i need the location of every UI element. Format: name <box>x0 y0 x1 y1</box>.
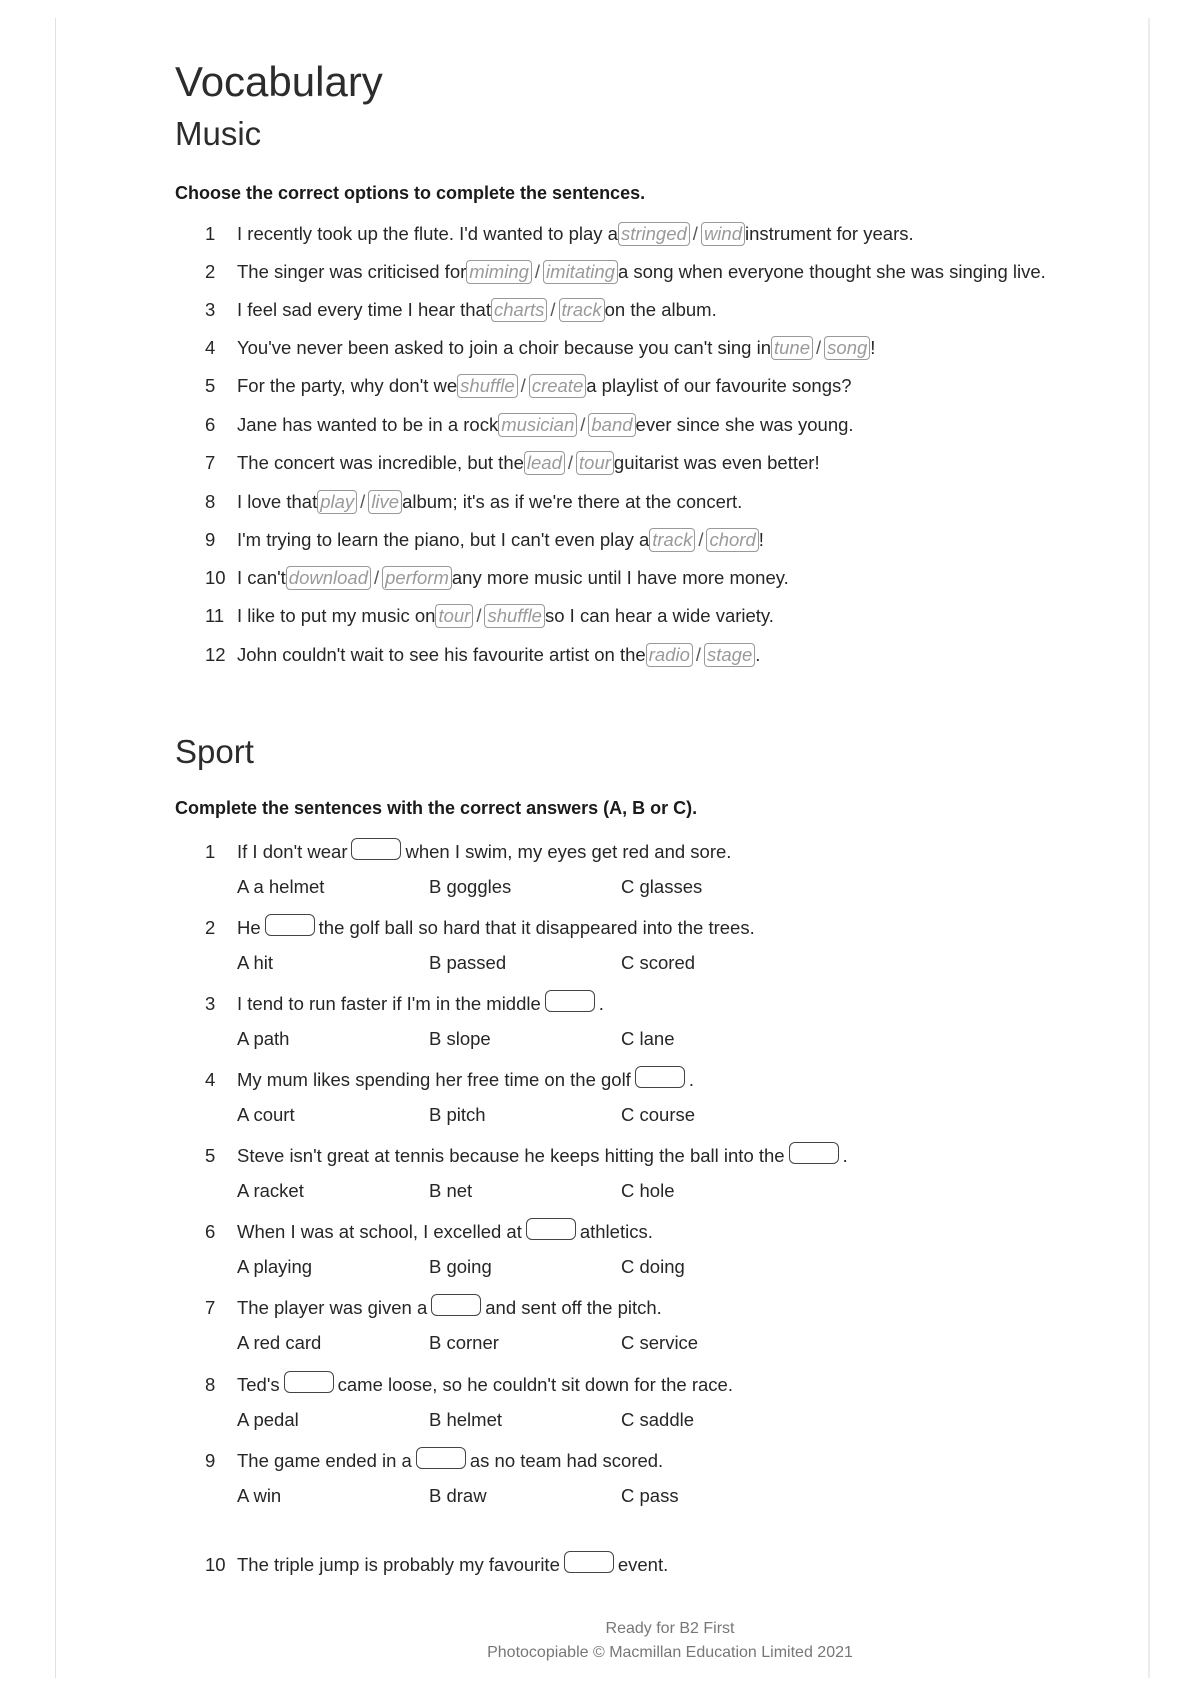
answer-blank[interactable] <box>564 1551 614 1573</box>
footer-book-title: Ready for B2 First <box>605 1620 735 1637</box>
sentence-text: The game ended in a <box>237 1450 412 1471</box>
item-number: 12 <box>205 644 226 665</box>
option-a: A playing <box>237 1256 313 1277</box>
sport-instruction: Complete the sentences with the correct answers (A, B or C). <box>175 798 698 818</box>
option-separator: / <box>360 491 366 512</box>
sport-sentence <box>205 1551 668 1576</box>
sentence-text: My mum likes spending her free time on the golf <box>237 1069 631 1090</box>
sentence-text: and sent off the pitch. <box>485 1297 662 1318</box>
music-sentence <box>205 413 854 437</box>
option-choice[interactable]: shuffle <box>457 374 518 398</box>
option-c: C glasses <box>621 876 703 897</box>
option-choice[interactable]: live <box>368 490 402 514</box>
music-sentence <box>205 566 789 590</box>
music-sentence <box>205 451 820 475</box>
sport-sentence <box>205 990 604 1015</box>
answer-blank[interactable] <box>545 990 595 1012</box>
sentence-text: When I was at school, I excelled at <box>237 1221 522 1242</box>
option-b: B corner <box>429 1332 499 1353</box>
sentence-text: The concert was incredible, but the <box>237 452 524 473</box>
sentence-text: a song when everyone thought she was singing live. <box>617 261 1046 282</box>
option-choice[interactable]: tour <box>435 604 473 628</box>
option-c: C hole <box>621 1180 675 1201</box>
answer-blank[interactable] <box>431 1294 481 1316</box>
option-c: C scored <box>621 952 696 973</box>
item-number: 5 <box>205 375 216 396</box>
music-sentence <box>205 222 914 246</box>
sport-sentence <box>205 838 731 863</box>
item-number: 11 <box>205 605 225 626</box>
answer-blank[interactable] <box>265 914 315 936</box>
answer-blank[interactable] <box>635 1066 685 1088</box>
sport-sentence <box>205 1371 733 1396</box>
sentence-text: I recently took up the flute. I'd wanted to play a <box>237 223 618 244</box>
option-a: A path <box>237 1028 290 1049</box>
option-b: B passed <box>429 952 507 973</box>
option-separator: / <box>695 644 701 665</box>
item-number: 6 <box>205 414 216 435</box>
option-separator: / <box>550 299 556 320</box>
option-separator: / <box>816 337 822 358</box>
answer-blank[interactable] <box>526 1218 576 1240</box>
option-separator: / <box>580 414 586 435</box>
music-sentence <box>205 374 852 398</box>
option-choice[interactable]: create <box>529 374 586 398</box>
sentence-text: I like to put my music on <box>237 605 436 626</box>
option-b: B goggles <box>429 876 512 897</box>
option-choice[interactable]: track <box>559 298 605 322</box>
item-number: 1 <box>205 841 216 862</box>
option-choice[interactable]: imitating <box>543 260 618 284</box>
item-number: 2 <box>205 917 216 938</box>
sentence-text: . <box>842 1145 848 1166</box>
option-choice[interactable]: miming <box>466 260 532 284</box>
option-choice[interactable]: charts <box>491 298 547 322</box>
sentence-text: event. <box>617 1554 669 1575</box>
music-sentence <box>205 528 764 552</box>
sentence-text: If I don't wear <box>237 841 348 862</box>
music-sentence <box>205 260 1046 284</box>
sentence-text: He <box>237 917 261 938</box>
item-number: 2 <box>205 261 216 282</box>
item-number: 8 <box>205 1374 216 1395</box>
sentence-text: You've never been asked to join a choir because you can't sing in <box>237 337 771 358</box>
option-b: B net <box>429 1180 473 1201</box>
answer-blank[interactable] <box>284 1371 334 1393</box>
option-b: B going <box>429 1256 492 1277</box>
sentence-text: . <box>688 1069 694 1090</box>
option-choice[interactable]: musician <box>498 413 577 437</box>
page-edge-left <box>55 18 56 1678</box>
music-sentence <box>205 298 717 322</box>
sport-sentence <box>205 1447 663 1472</box>
sentence-text: guitarist was even better! <box>613 452 820 473</box>
music-sentence <box>205 604 774 628</box>
option-a: A win <box>237 1485 282 1506</box>
option-separator: / <box>534 261 541 282</box>
item-number: 10 <box>205 567 226 588</box>
music-instruction: Choose the correct options to complete the sentences. <box>175 183 646 203</box>
sport-sentence <box>205 1218 653 1243</box>
option-b: B pitch <box>429 1104 486 1125</box>
item-number: 9 <box>205 529 216 550</box>
option-separator: / <box>476 605 482 626</box>
sport-sentence <box>205 1066 694 1091</box>
answer-blank[interactable] <box>416 1447 466 1469</box>
sentence-text: John couldn't wait to see his favourite artist on the <box>237 644 646 665</box>
sentence-text: a playlist of our favourite songs? <box>586 375 852 396</box>
sentence-text: . <box>755 644 761 665</box>
sentence-text: . <box>598 993 604 1014</box>
sentence-text: I'm trying to learn the piano, but I can't even play a <box>237 529 650 550</box>
sentence-text: on the album. <box>604 299 717 320</box>
option-a: A a helmet <box>237 876 325 897</box>
sentence-text: ! <box>758 529 764 550</box>
sentence-text: when I swim, my eyes get red and sore. <box>405 841 732 862</box>
sentence-text: album; it's as if we're there at the concert. <box>402 491 743 512</box>
option-choice[interactable]: tour <box>576 451 614 475</box>
sport-sentence <box>205 914 755 939</box>
option-c: C saddle <box>621 1409 695 1430</box>
option-choice[interactable]: stage <box>704 643 755 667</box>
option-b: B slope <box>429 1028 491 1049</box>
sentence-text: The singer was criticised for <box>237 261 467 282</box>
item-number: 4 <box>205 1069 216 1090</box>
sentence-text: The player was given a <box>237 1297 428 1318</box>
sport-sentence <box>205 1142 848 1167</box>
item-number: 10 <box>205 1554 226 1575</box>
option-b: B helmet <box>429 1409 503 1430</box>
sentence-text: the golf ball so hard that it disappeared into the trees. <box>318 917 755 938</box>
sentence-text: I feel sad every time I hear that <box>237 299 491 320</box>
sentence-text: I can't <box>237 567 286 588</box>
sentence-text: as no team had scored. <box>469 1450 664 1471</box>
option-choice[interactable]: band <box>588 413 635 437</box>
option-separator: / <box>692 223 698 244</box>
item-number: 3 <box>205 299 216 320</box>
music-sentence <box>205 490 742 514</box>
page-title: Vocabulary <box>175 58 383 105</box>
option-separator: / <box>373 567 380 588</box>
option-choice[interactable]: chord <box>706 528 758 552</box>
option-choice[interactable]: song <box>824 336 870 360</box>
option-choice[interactable]: play <box>317 490 357 514</box>
option-b: B draw <box>429 1485 487 1506</box>
option-a: A racket <box>237 1180 304 1201</box>
footer-copyright: Photocopiable © Macmillan Education Limited 2021 <box>487 1644 853 1661</box>
sentence-text: Jane has wanted to be in a rock <box>237 414 499 435</box>
item-number: 6 <box>205 1221 216 1242</box>
option-separator: / <box>698 529 704 550</box>
option-a: A red card <box>237 1332 322 1353</box>
option-c: C doing <box>621 1256 685 1277</box>
item-number: 9 <box>205 1450 216 1471</box>
option-choice[interactable]: tune <box>771 336 813 360</box>
item-number: 7 <box>205 452 216 473</box>
option-a: A hit <box>237 952 273 973</box>
option-choice[interactable]: download <box>286 566 371 590</box>
sentence-text: I tend to run faster if I'm in the middle <box>237 993 541 1014</box>
option-choice[interactable]: radio <box>646 643 693 667</box>
sentence-text: instrument for years. <box>745 223 914 244</box>
option-choice[interactable]: shuffle <box>484 604 545 628</box>
option-separator: / <box>567 452 574 473</box>
item-number: 4 <box>205 337 216 358</box>
item-number: 1 <box>205 223 216 244</box>
sentence-text: The triple jump is probably my favourite <box>237 1554 560 1575</box>
answer-blank[interactable] <box>351 838 401 860</box>
sentence-text: I love that <box>237 491 318 512</box>
option-a: A pedal <box>237 1409 299 1430</box>
sentence-text: Steve isn't great at tennis because he keeps hitting the ball into the <box>237 1145 785 1166</box>
option-c: C service <box>621 1332 699 1353</box>
option-c: C pass <box>621 1485 679 1506</box>
sport-sentence <box>205 1294 662 1319</box>
option-choice[interactable]: wind <box>701 222 745 246</box>
option-separator: / <box>520 375 526 396</box>
item-number: 5 <box>205 1145 216 1166</box>
sentence-text: ever since she was young. <box>635 414 854 435</box>
sentence-text: came loose, so he couldn't sit down for the race. <box>337 1374 733 1395</box>
option-choice[interactable]: track <box>649 528 695 552</box>
sentence-text: Ted's <box>237 1374 280 1395</box>
option-a: A court <box>237 1104 295 1125</box>
sentence-text: any more music until I have more money. <box>451 567 789 588</box>
option-c: C course <box>621 1104 696 1125</box>
answer-blank[interactable] <box>789 1142 839 1164</box>
sentence-text: athletics. <box>579 1221 653 1242</box>
option-choice[interactable]: perform <box>382 566 452 590</box>
option-c: C lane <box>621 1028 675 1049</box>
sentence-text: ! <box>870 337 876 358</box>
music-sentence <box>205 643 760 667</box>
sentence-text: For the party, why don't we <box>237 375 458 396</box>
music-sentence <box>205 336 875 360</box>
page-edge-right <box>1148 18 1150 1678</box>
item-number: 3 <box>205 993 216 1014</box>
sentence-text: so I can hear a wide variety. <box>544 605 774 626</box>
item-number: 7 <box>205 1297 216 1318</box>
option-choice[interactable]: stringed <box>618 222 690 246</box>
section-title-music: Music <box>175 115 262 152</box>
item-number: 8 <box>205 491 216 512</box>
section-title-sport: Sport <box>175 733 254 770</box>
option-choice[interactable]: lead <box>524 451 565 475</box>
